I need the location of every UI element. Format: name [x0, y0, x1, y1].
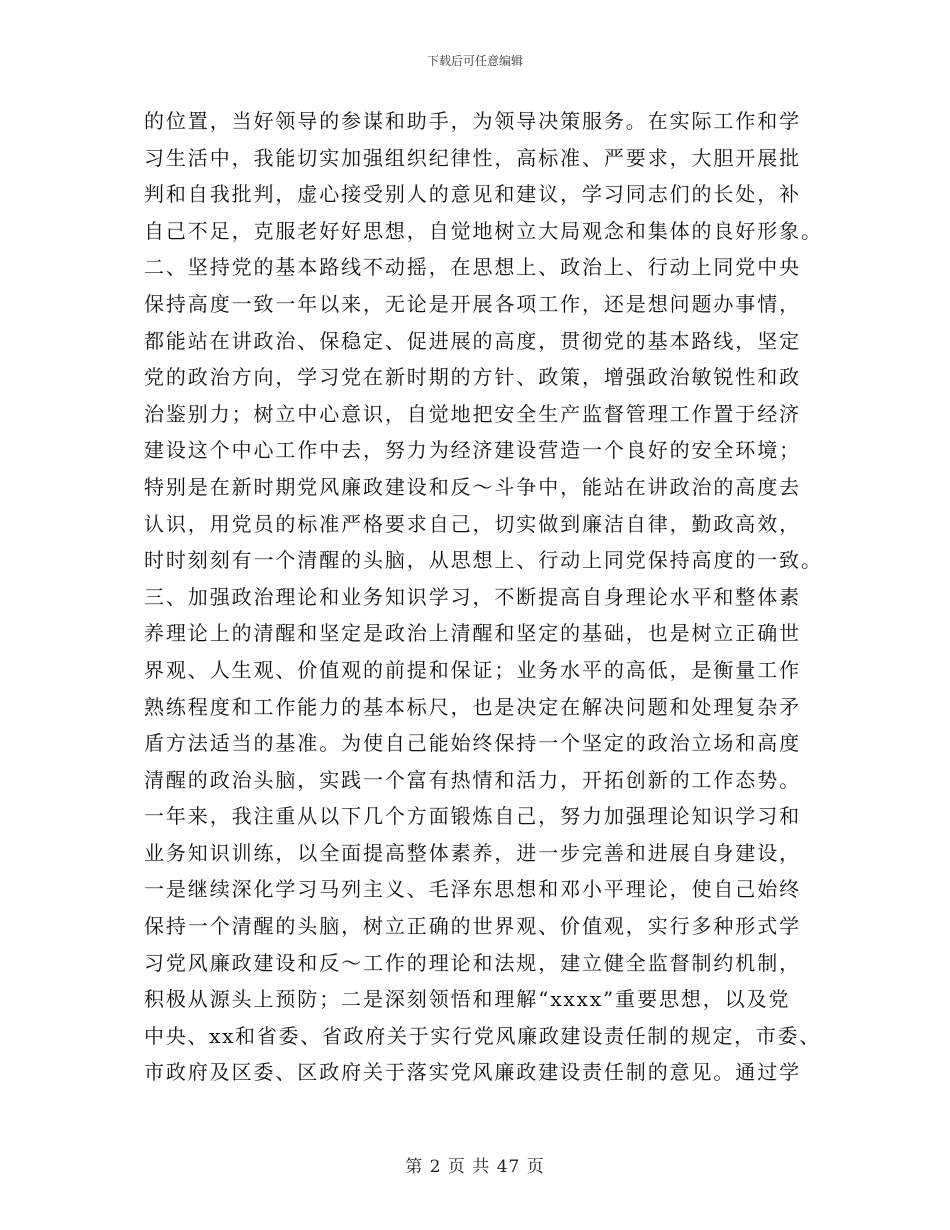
- text-line: 时时刻刻有一个清醒的头脑，从思想上、行动上同党保持高度的一致。: [144, 548, 823, 573]
- text-line: 界观、人生观、价值观的前提和保证；业务水平的高低，是衡量工作: [144, 657, 801, 682]
- text-line: 业务知识训练，以全面提高整体素养，进一步完善和进展自身建设，: [144, 840, 801, 865]
- text-line: 一是继续深化学习马列主义、毛泽东思想和邓小平理论，使自己始终: [144, 877, 801, 902]
- text-line: 特别是在新时期党风廉政建设和反～斗争中，能站在讲政治的高度去: [144, 474, 801, 499]
- text-line: 判和自我批判，虚心接受别人的意见和建议，学习同志们的长处，补: [144, 182, 801, 207]
- text-line: 认识，用党员的标准严格要求自己，切实做到廉洁自律，勤政高效，: [144, 511, 801, 536]
- text-line: 熟练程度和工作能力的基本标尺，也是决定在解决问题和处理复杂矛: [144, 694, 801, 719]
- text-line: 的位置，当好领导的参谋和助手，为领导决策服务。在实际工作和学: [144, 109, 801, 133]
- text-line: 都能站在讲政治、保稳定、促进展的高度，贯彻党的基本路线，坚定: [144, 328, 801, 353]
- text-line: 自己不足，克服老好好思想，自觉地树立大局观念和集体的良好形象。: [144, 218, 823, 243]
- text-line: 党的政治方向，学习党在新时期的方针、政策，增强政治敏锐性和政: [144, 365, 801, 390]
- document-body: [144, 103, 824, 1091]
- text-line: 治鉴别力；树立中心意识，自觉地把安全生产监督管理工作置于经济: [144, 401, 801, 426]
- text-line: 清醒的政治头脑，实践一个富有热情和活力，开拓创新的工作态势。: [144, 767, 801, 792]
- text-line: 习生活中，我能切实加强组织纪律性，高标准、严要求，大胆开展批: [144, 145, 801, 170]
- text-line: 保持高度一致一年以来，无论是开展各项工作，还是想问题办事情，: [144, 291, 801, 316]
- text-line: 习党风廉政建设和反～工作的理论和法规，建立健全监督制约机制，: [144, 950, 801, 975]
- text-line: 养理论上的清醒和坚定是政治上清醒和坚定的基础，也是树立正确世: [144, 621, 801, 646]
- text-line: 建设这个中心工作中去，努力为经济建设营造一个良好的安全环境；: [144, 438, 801, 463]
- header-note: 下载后可任意编辑: [426, 54, 523, 68]
- text-line: 盾方法适当的基准。为使自己能始终保持一个坚定的政治立场和高度: [144, 731, 801, 756]
- text-line: 市政府及区委、区政府关于落实党风廉政建设责任制的意见。通过学: [144, 1060, 801, 1085]
- text-line: 三、加强政治理论和业务知识学习，不断提高自身理论水平和整体素: [144, 584, 801, 609]
- text-line: 中央、xx和省委、省政府关于实行党风廉政建设责任制的规定，市委、: [144, 1023, 821, 1048]
- text-line: 一年来，我注重从以下几个方面锻炼自己，努力加强理论知识学习和: [144, 804, 801, 829]
- text-line: 保持一个清醒的头脑，树立正确的世界观、价值观，实行多种形式学: [144, 914, 801, 939]
- text-line: 积极从源头上预防；二是深刻领悟和理解“xxxx”重要思想，以及党: [144, 987, 791, 1012]
- text-line: 二、坚持党的基本路线不动摇，在思想上、政治上、行动上同党中央: [144, 255, 801, 280]
- page-number-footer: 第 2 页 共 47 页: [405, 1157, 545, 1177]
